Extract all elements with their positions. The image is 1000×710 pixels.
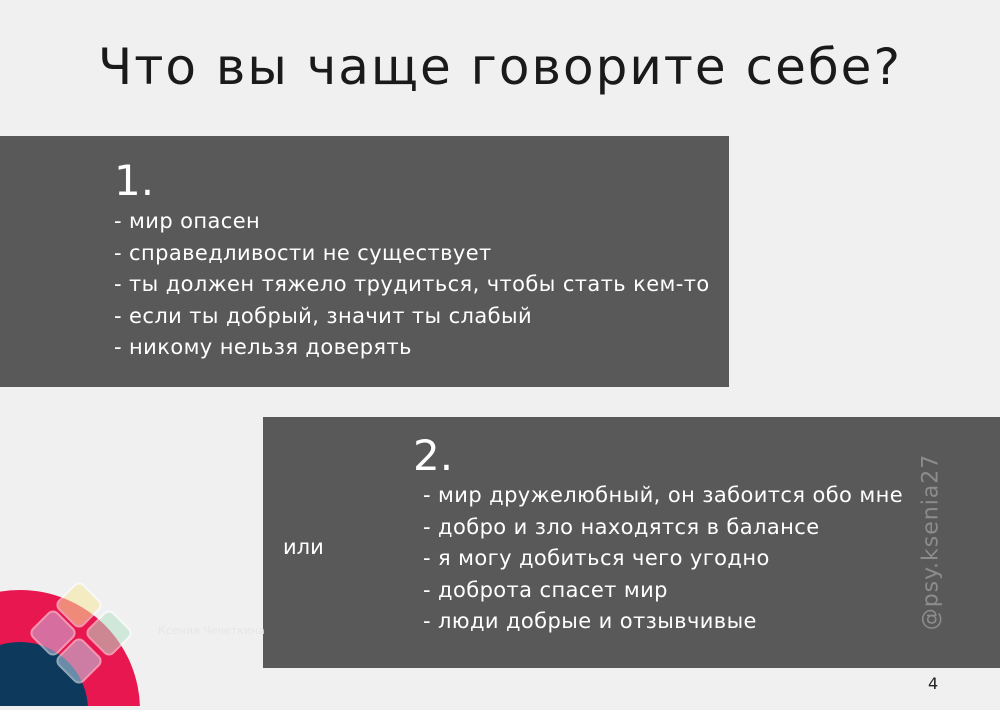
list-item: - добро и зло находятся в балансе <box>423 514 820 539</box>
list-item: - никому нельзя доверять <box>114 335 412 359</box>
statements-block-1 <box>0 136 729 387</box>
list-item: - доброта спасет мир <box>423 577 668 602</box>
author-name: Ксения Чечеткина <box>158 624 265 637</box>
statements-block-2 <box>263 417 1000 668</box>
or-label: или <box>283 535 324 559</box>
list-item: - если ты добрый, значит ты слабый <box>114 303 533 328</box>
list-item: - я могу добиться чего угодно <box>423 546 770 570</box>
list-item: - справедливости не существует <box>114 240 492 265</box>
block-2-list <box>423 480 903 638</box>
block-2-number: 2. <box>413 431 454 480</box>
list-item: - ты должен тяжело трудиться, чтобы стать кем-то <box>114 272 710 296</box>
social-handle: @psy.ksenia27 <box>918 453 944 631</box>
list-item: - мир дружелюбный, он забоится обо мне <box>423 483 904 507</box>
page-number: 4 <box>928 674 939 693</box>
list-item: - люди добрые и отзывчивые <box>423 609 757 633</box>
list-item: - мир опасен <box>114 209 261 233</box>
slide-title: Что вы чаще говорите себе? <box>98 38 902 96</box>
block-1-number: 1. <box>114 156 155 205</box>
block-1-list <box>114 206 710 364</box>
